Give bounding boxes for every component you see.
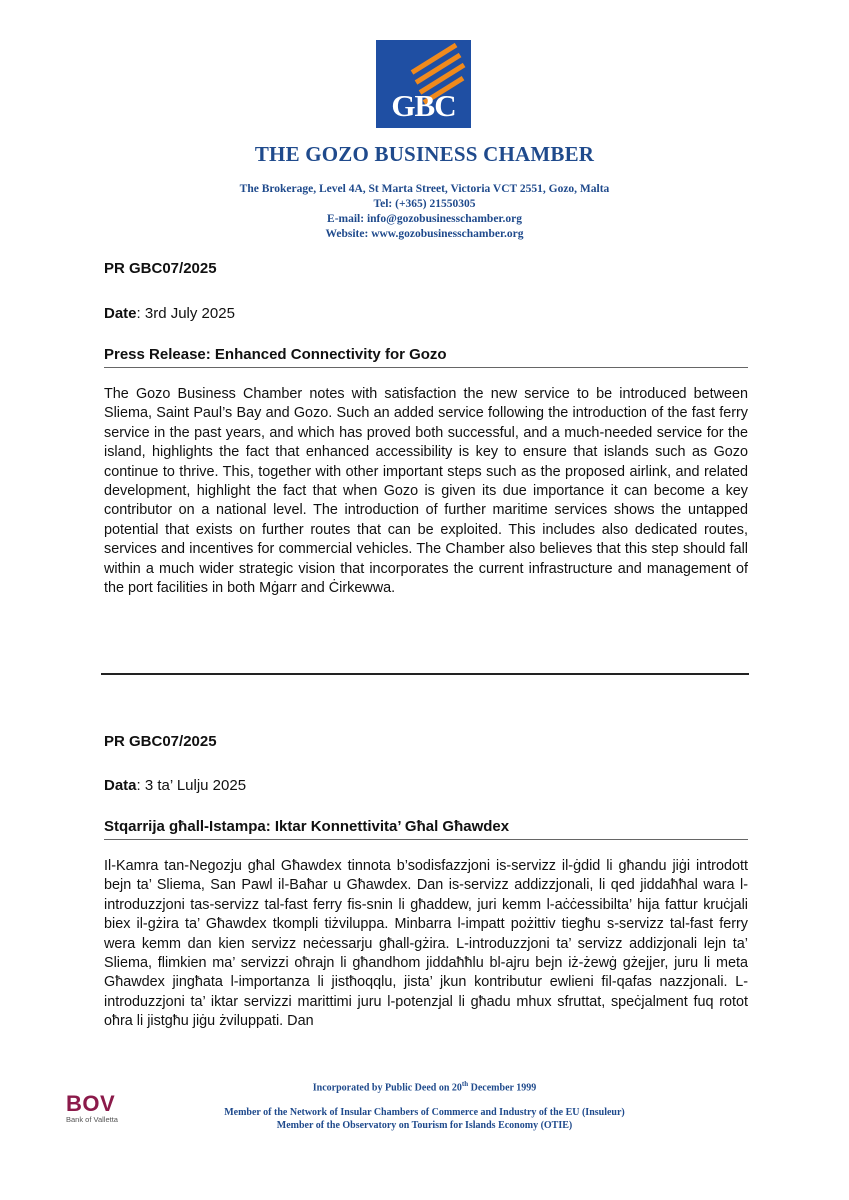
body-en: The Gozo Business Chamber notes with satisfaction the new service to be introduced between Sliema, Saint Paul’s Bay and Gozo. Such an added service following the introduction of the fast ferry service in the past years, and which has proved both successful, and a much-needed service for the island, highlights the fact that enhanced accessibility is key to ensure that islands such as Gozo continue to thrive. This, together with other important steps such as the proposed airlink, and related development, highlight the fact that when Gozo is given its due importance it can become a key contributor on a national level. The introduction of further maritime services shows the untapped potential that exists on further routes that can be exploited. This includes also dedicated routes, services and incentives for commercial vehicles. The Chamber also believes that this step should fall within a much wider strategic vision that incorporates the current infrastructure and management of the port facilities in both Mġarr and Ċirkewwa. [104, 386, 748, 597]
email: E-mail: info@gozobusinesschamber.org [327, 213, 522, 225]
heading-en: Press Release: Enhanced Connectivity for Gozo [104, 346, 748, 368]
date-label: Data [104, 777, 137, 794]
pr-number-mt: PR GBC07/2025 [104, 733, 217, 750]
date-en [104, 305, 235, 322]
date-mt [104, 777, 246, 794]
telephone: Tel: (+365) 21550305 [373, 198, 476, 210]
logo-text: GBC [391, 88, 456, 123]
date-value: : 3 ta’ Lulju 2025 [136, 777, 247, 794]
org-name: THE GOZO BUSINESS CHAMBER [254, 142, 595, 166]
bov-mark: BOV [66, 1091, 116, 1116]
section-divider [101, 673, 749, 675]
bov-logo [66, 1091, 118, 1124]
gbc-logo [376, 40, 471, 128]
website: Website: www.gozobusinesschamber.org [325, 228, 524, 240]
date-value: : 3rd July 2025 [136, 305, 235, 322]
heading-mt: Stqarrija għall-Istampa: Iktar Konnettivita’ Għal Għawdex [104, 818, 748, 840]
body-mt: Il-Kamra tan-Negozju għal Għawdex tinnota b’sodisfazzjoni is-servizz il-ġdid li għandu jiġi introdott bejn ta’ Sliema, San Pawl il-Baħar u Għawdex. Dan is-servizz addizzjonali, li qed jiddaħħal wara l-introduzzjoni tas-servizz tal-fast ferry fis-snin li għaddew, juri kemm l-aċċessibilta’ hija fattur kruċjali biex il-gżira ta’ Għawdex tkompli tiżviluppa. Minbarra l-impatt pożittiv tiegħu s-servizz tal-fast ferry wera kemm dan kien servizz neċessarju għall-gżira. L-introduzzjoni ta’ servizz addizjonali lejn ta’ Sliema, flimkien ma’ servizzi oħrajn li għandhom jiddaħħlu bl-ajru bejn iż-żewġ gżejjer, juru li meta Għawdex jingħata l-importanza li jistħoqqlu, jista’ jkun kontributur ewlieni fil-qafas nazzjonali. L-introduzzjoni ta’ iktar servizzi marittimi juru l-potenzjal li għadu mhux sfruttat, speċjalment fuq rotot oħra li jistgħu jiġu żviluppati. Dan [104, 858, 748, 1030]
contact-block [0, 182, 849, 242]
address: The Brokerage, Level 4A, St Marta Street, Victoria VCT 2551, Gozo, Malta [239, 183, 610, 195]
pr-number-en: PR GBC07/2025 [104, 260, 217, 277]
member-insuleur: Member of the Network of Insular Chambers of Commerce and Industry of the EU (Insuleur) [224, 1107, 625, 1118]
member-otie: Member of the Observatory on Tourism for Islands Economy (OTIE) [276, 1120, 573, 1131]
date-label: Date [104, 305, 137, 322]
bov-name: Bank of Valletta [66, 1115, 118, 1124]
incorporated-line: Incorporated by Public Deed on 20th December 1999 [312, 1080, 537, 1094]
